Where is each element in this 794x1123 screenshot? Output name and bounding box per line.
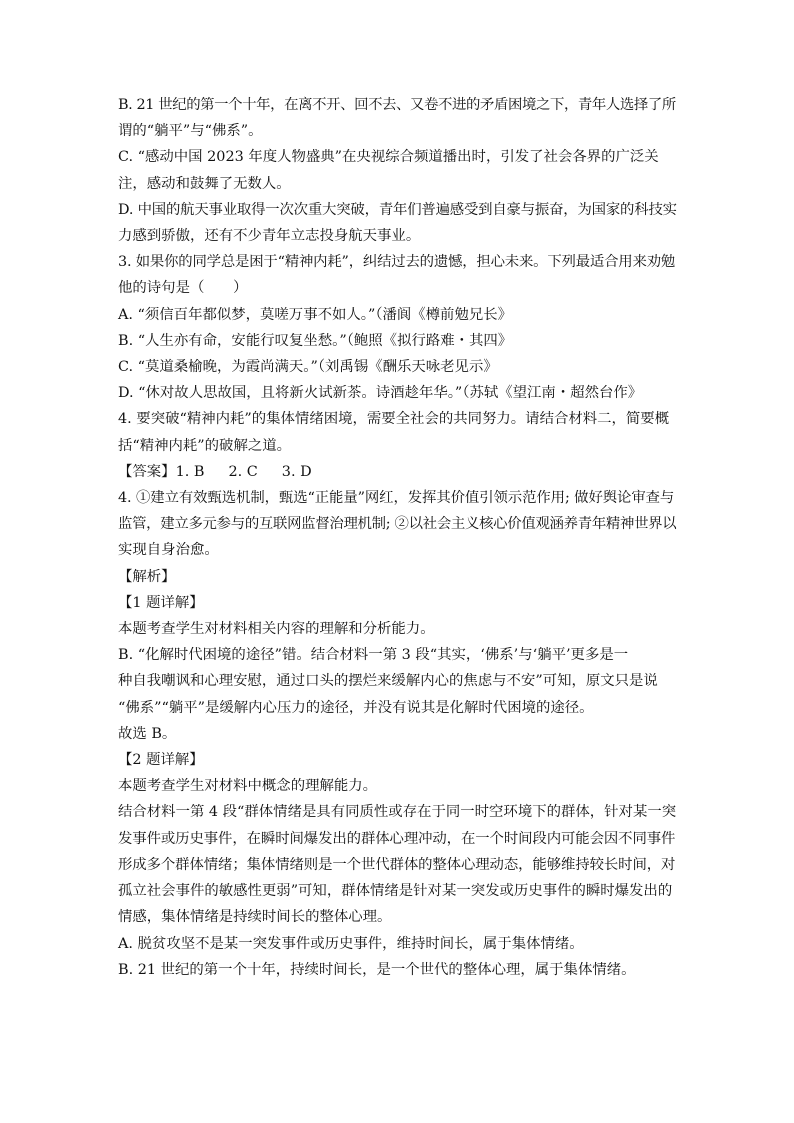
answer-3: 3. D — [281, 463, 312, 480]
option-a: A. “须信百年都似梦，莫嗟万事不如人。”（潘阆《樽前勉兄长》 — [118, 306, 513, 323]
question-3-stem-cont: 他的诗句是（ ） — [118, 280, 248, 297]
analysis-line: 种自我嘲讽和心理安慰，通过口头的摆烂来缓解内心的焦虑与不安”可知，原文只是说 — [118, 673, 658, 690]
answer-line — [118, 459, 678, 485]
text-line: 谓的“躺平”与“佛系”。 — [118, 123, 263, 140]
q1-detail-heading: 【1 题详解】 — [118, 594, 204, 611]
analysis-line: 本题考查学生对材料相关内容的理解和分析能力。 — [118, 621, 435, 638]
analysis-line: 故选 B。 — [118, 725, 177, 742]
text-line: D. 中国的航天事业取得一次次重大突破，青年们普遍感受到自豪与振奋，为国家的科技实 — [118, 201, 677, 218]
q2-detail-heading: 【2 题详解】 — [118, 752, 204, 769]
analysis-line: 形成多个群体情绪；集体情绪则是一个世代群体的整体心理动态，能够维持较长时间，对 — [118, 856, 676, 873]
analysis-line: 孤立社会事件的敏感性更弱”可知，群体情绪是针对某一突发或历史事件的瞬时爆发出的 — [118, 883, 673, 900]
answer-4-line: 监管，建立多元参与的互联网监督治理机制; ②以社会主义核心价值观涵养青年精神世界以 — [118, 516, 677, 533]
answer-1: 1. B — [175, 463, 205, 480]
answer-label: 【答案】 — [118, 463, 176, 480]
document-body — [118, 92, 678, 983]
analysis-line: 情感，集体情绪是持续时间长的整体心理。 — [118, 909, 392, 926]
analysis-line: 结合材料一第 4 段“群体情绪是具有同质性或存在于同一时空环境下的群体，针对某一突 — [118, 804, 677, 821]
question-3-stem: 3. 如果你的同学总是困于“精神内耗”，纠结过去的遗憾，担心未来。下列最适合用来劝勉 — [118, 254, 676, 271]
answer-2: 2. C — [228, 463, 258, 480]
analysis-line: “佛系”“躺平”是缓解内心压力的途径，并没有说其是化解时代困境的途径。 — [118, 699, 594, 716]
option-b: B. “人生亦有命，安能行叹复坐愁。”（鲍照《拟行路难・其四》 — [118, 332, 513, 349]
text-line: 力感到骄傲，还有不少青年立志投身航天事业。 — [118, 228, 421, 245]
option-c: C. “莫道桑榆晚，为霞尚满天。”（刘禹锡《酬乐天咏老见示》 — [118, 359, 498, 376]
analysis-line: B. “化解时代困境的途径”错。结合材料一第 3 段“其实，‘佛系’与‘躺平’更多是一 — [118, 647, 629, 664]
text-line: B. 21 世纪的第一个十年，在离不开、回不去、又卷不进的矛盾困境之下，青年人选择了所 — [118, 97, 676, 113]
analysis-line: 本题考查学生对材料中概念的理解能力。 — [118, 778, 378, 795]
text-line: C. “感动中国 2023 年度人物盛典”在央视综合频道播出时，引发了社会各界的广泛关 — [118, 149, 659, 166]
text-line: 注，感动和鼓舞了无数人。 — [118, 175, 291, 192]
analysis-line: B. 21 世纪的第一个十年，持续时间长，是一个世代的整体心理，属于集体情绪。 — [118, 961, 636, 978]
question-4-stem-cont: 括“精神内耗”的破解之道。 — [118, 437, 292, 454]
answer-4-line: 实现自身治愈。 — [118, 542, 219, 559]
question-4-stem: 4. 要突破“精神内耗”的集体情绪困境，需要全社会的共同努力。请结合材料二，简要概 — [118, 411, 670, 428]
analysis-line: 发事件或历史事件，在瞬时间爆发出的群体心理冲动，在一个时间段内可能会因不同事件 — [118, 830, 676, 847]
option-d: D. “休对故人思故国，且将新火试新茶。诗酒趁年华。”（苏轼《望江南・超然台作》 — [118, 385, 643, 402]
answer-4-line: 4. ①建立有效甄选机制，甄选“正能量”网红，发挥其价值引领示范作用; 做好舆论审查与 — [118, 490, 675, 507]
analysis-line: A. 脱贫攻坚不是某一突发事件或历史事件，维持时间长，属于集体情绪。 — [118, 935, 584, 952]
analysis-heading: 【解析】 — [118, 568, 176, 585]
